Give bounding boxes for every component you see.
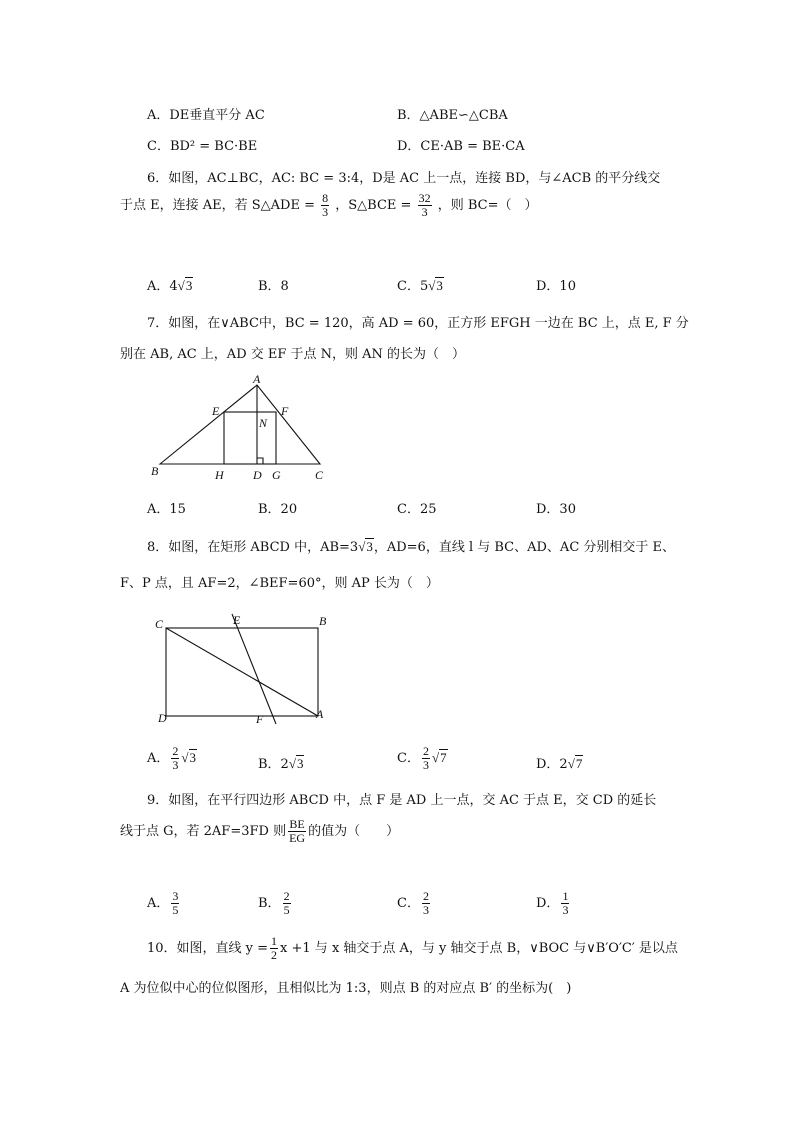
q9-option-d [536, 890, 571, 917]
q9-opt-c-label: C． [397, 896, 420, 911]
q7-option-d: D．30 [536, 502, 576, 517]
q8-opt-b-label: B．2 [258, 757, 289, 772]
q10-fraction [270, 935, 278, 962]
q6-stem-text-c: ，则 BC=（ ） [437, 198, 538, 213]
q7-label-n: N [259, 416, 268, 430]
q6-fraction-ade [321, 192, 329, 219]
q6-fraction-bce [418, 192, 432, 219]
q8-label-c: C [155, 617, 164, 631]
q6-option-b: B．8 [258, 279, 289, 294]
q6-stem-text-b: ，S△BCE = [335, 198, 412, 213]
q8-opt-c-label: C． [397, 751, 420, 766]
q8-opt-d-label: D．2 [536, 757, 568, 772]
sqrt-symbol: √3 [288, 756, 304, 771]
q9-stem-text-a: 线于点 G，若 2AF=3FD 则 [120, 824, 287, 839]
q7-label-g: G [272, 468, 281, 482]
q8-stem-text-a: 8．如图，在矩形 ABCD 中，AB=3 [147, 540, 359, 555]
q9-opt-c-num: 2 [422, 889, 429, 903]
q9-opt-d-label: D． [536, 896, 560, 911]
q8-option-b [258, 753, 304, 772]
q10-frac-num: 1 [271, 934, 278, 948]
q9-opt-a-label: A． [147, 896, 170, 911]
q6-opt-c-label: C．5 [397, 279, 429, 294]
q8-opt-c-num: 2 [422, 744, 429, 758]
q8-option-c [397, 745, 448, 772]
q8-opt-a-den: 3 [172, 758, 179, 772]
q9-frac-num: BE [289, 817, 305, 831]
q8-stem-line1 [147, 536, 675, 555]
q6-frac2-den: 3 [421, 205, 428, 219]
q8-opt-a-fraction [171, 745, 179, 772]
q8-label-d: D [158, 711, 167, 725]
q8-opt-d-radicand: 7 [575, 756, 583, 771]
q7-option-c: C．25 [397, 502, 437, 517]
q9-opt-b-fraction [283, 890, 291, 917]
q8-opt-c-radicand: 7 [440, 750, 447, 765]
q9-opt-a-den: 5 [172, 903, 179, 917]
q7-label-e: E [212, 404, 220, 418]
q5-option-a: A．DE垂直平分 AC [147, 108, 265, 123]
sqrt-symbol: √7 [431, 750, 447, 765]
q9-stem-line1: 9．如图，在平行四边形 ABCD 中，点 F 是 AD 上一点，交 AC 于点 E，交 CD 的延长 [147, 793, 657, 808]
q8-figure-rectangle [150, 610, 340, 728]
q6-option-c [397, 275, 444, 294]
q8-stem-line2: F、P 点，且 AF=2，∠BEF=60°，则 AP 长为（ ） [120, 576, 439, 591]
q6-opt-a-label: A．4 [147, 279, 178, 294]
q9-option-a [147, 890, 181, 917]
sqrt-symbol: √3 [177, 278, 193, 293]
sqrt-symbol: √3 [358, 539, 373, 554]
q9-stem-line2 [120, 818, 399, 845]
q9-opt-d-num: 1 [562, 889, 569, 903]
q7-figure-triangle-square [145, 372, 345, 487]
q8-stem-radicand: 3 [366, 539, 373, 554]
q8-label-f: F [256, 712, 264, 726]
q8-opt-c-fraction [422, 745, 430, 772]
q7-label-d: D [253, 468, 262, 482]
q6-frac1-num: 8 [322, 191, 329, 205]
q9-opt-b-num: 2 [283, 889, 290, 903]
q7-label-b: B [151, 464, 159, 478]
q7-label-h: H [215, 468, 224, 482]
q10-stem-text-b: x +1 与 x 轴交于点 A，与 y 轴交于点 B，∨BOC 与∨B′O′C′ 是以点 [280, 941, 678, 956]
q10-frac-den: 2 [271, 948, 278, 962]
q6-stem-text-a: 于点 E，连接 AE，若 S△ADE = [120, 198, 315, 213]
q9-opt-d-fraction [561, 890, 569, 917]
q9-opt-a-fraction [171, 890, 179, 917]
q7-stem-line1: 7．如图，在∨ABC中，BC = 120，高 AD = 60，正方形 EFGH 一边在 BC 上，点 E, F 分 [147, 316, 689, 331]
q10-stem-line1 [147, 935, 678, 962]
q7-option-a: A．15 [147, 502, 186, 517]
q5-option-d: D．CE·AB = BE·CA [397, 139, 525, 154]
q8-opt-a-radicand: 3 [189, 750, 197, 765]
q10-stem-text-a: 10．如图，直线 y = [147, 941, 269, 956]
q9-opt-c-den: 3 [422, 903, 429, 917]
q9-option-b [258, 890, 293, 917]
q10-stem-line2: A 为位似中心的位似图形，且相似比为 1:3，则点 B 的对应点 B′ 的坐标为( ) [120, 981, 572, 996]
q9-opt-b-label: B． [258, 896, 281, 911]
q9-stem-text-b: 的值为（ ） [308, 824, 400, 839]
q8-label-b: B [319, 614, 327, 628]
q6-frac1-den: 3 [322, 205, 329, 219]
q8-opt-c-den: 3 [422, 758, 429, 772]
q6-stem-line1: 6．如图，AC⊥BC，AC: BC = 3:4，D是 AC 上一点，连接 BD，与∠ACB 的平分线交 [147, 171, 661, 186]
q9-opt-c-fraction [422, 890, 430, 917]
q9-opt-b-den: 5 [283, 903, 290, 917]
q6-opt-c-radicand: 3 [436, 278, 443, 293]
q6-stem-line2 [120, 192, 538, 219]
q5-option-c: C．BD² = BC·BE [147, 139, 258, 154]
q8-stem-text-b: ，AD=6，直线 l 与 BC、AD、AC 分别相交于 E、 [373, 540, 676, 555]
q7-label-c: C [315, 468, 324, 482]
q6-option-d: D．10 [536, 279, 576, 294]
q7-label-f: F [281, 404, 289, 418]
q8-opt-b-radicand: 3 [296, 756, 304, 771]
q6-option-a [147, 275, 193, 294]
q7-option-b: B．20 [258, 502, 298, 517]
q8-opt-a-num: 2 [172, 744, 179, 758]
q9-option-c [397, 890, 432, 917]
sqrt-symbol: √7 [567, 756, 583, 771]
sqrt-symbol: √3 [428, 278, 443, 293]
sqrt-symbol: √3 [181, 750, 197, 765]
q7-label-a: A [253, 372, 261, 386]
q9-fraction [288, 818, 306, 845]
q5-option-b: B．△ABE∽△CBA [397, 108, 508, 123]
q9-frac-den: EG [289, 831, 306, 845]
q8-label-a: A [316, 707, 324, 721]
q8-opt-a-label: A． [147, 751, 170, 766]
q9-opt-a-num: 3 [172, 889, 179, 903]
q8-option-d [536, 753, 583, 772]
q8-label-e: E [233, 613, 241, 627]
q6-opt-a-radicand: 3 [185, 278, 193, 293]
q6-frac2-num: 32 [418, 191, 431, 205]
q9-opt-d-den: 3 [562, 903, 569, 917]
q8-option-a [147, 745, 197, 772]
q7-stem-line2: 别在 AB, AC 上，AD 交 EF 于点 N，则 AN 的长为（ ） [120, 347, 466, 362]
